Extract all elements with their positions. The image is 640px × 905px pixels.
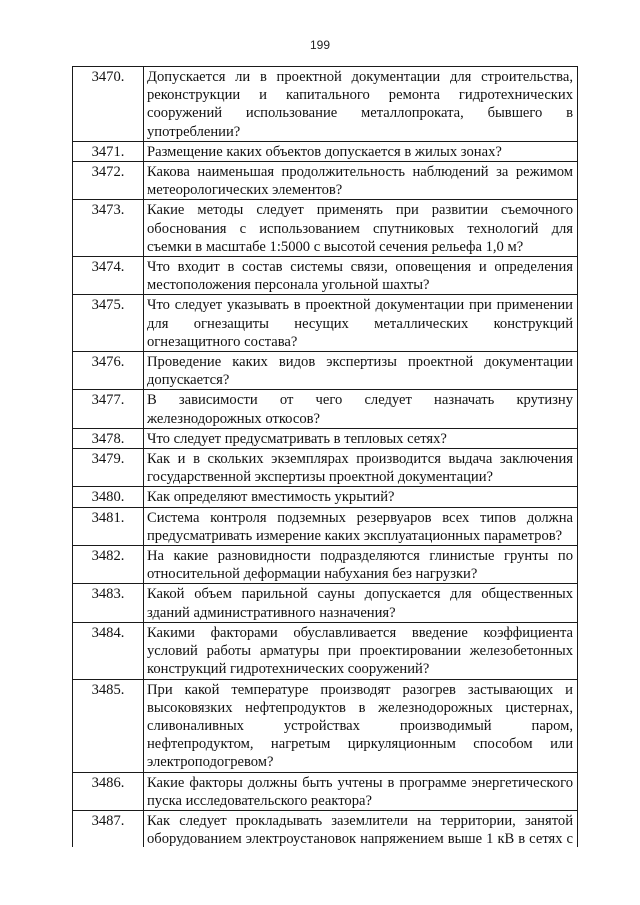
question-number: 3471. (73, 141, 144, 161)
table-row (73, 162, 578, 200)
question-number: 3473. (73, 200, 144, 257)
question-number: 3477. (73, 390, 144, 428)
table-row (73, 141, 578, 161)
question-text: При какой температуре производят разогрев застывающих и высоковязких нефтепродуктов в железнодорожных цистернах, сливоналивных устройствах производимый паром, нефтепродуктом, нагретым циркуляционным способом или электроподогревом? (144, 679, 578, 772)
question-number: 3485. (73, 679, 144, 772)
question-text: Что входит в состав системы связи, оповещения и определения местоположения персонала угольной шахты? (144, 257, 578, 295)
question-text: Система контроля подземных резервуаров всех типов должна предусматривать измерение каких эксплуатационных параметров? (144, 507, 578, 545)
question-number: 3484. (73, 622, 144, 679)
question-text: В зависимости от чего следует назначать крутизну железнодорожных откосов? (144, 390, 578, 428)
question-text: Как определяют вместимость укрытий? (144, 487, 578, 507)
table-row (73, 772, 578, 810)
table-row (73, 546, 578, 584)
question-text: Проведение каких видов экспертизы проектной документации допускается? (144, 352, 578, 390)
question-number: 3478. (73, 428, 144, 448)
question-number: 3480. (73, 487, 144, 507)
questions-table-body (73, 67, 578, 867)
table-row (73, 200, 578, 257)
question-number: 3472. (73, 162, 144, 200)
question-text: Как и в скольких экземплярах производится выдача заключения государственной экспертизы проектной документации? (144, 449, 578, 487)
question-text: Какие методы следует применять при развитии съемочного обоснования с использованием спутниковых технологий для съемки в масштабе 1:5000 с высотой сечения рельефа 1,0 м? (144, 200, 578, 257)
table-row (73, 295, 578, 352)
question-number: 3475. (73, 295, 144, 352)
question-number: 3487. (73, 810, 144, 866)
question-number: 3481. (73, 507, 144, 545)
page-number: 199 (309, 38, 331, 52)
question-text: Размещение каких объектов допускается в жилых зонах? (144, 141, 578, 161)
question-text: Как следует прокладывать заземлители на территории, занятой оборудованием электроустановок напряжением выше 1 кВ в сетях с (144, 810, 578, 866)
question-text: На какие разновидности подразделяются глинистые грунты по относительной деформации набухания без нагрузки? (144, 546, 578, 584)
question-number: 3474. (73, 257, 144, 295)
question-text: Допускается ли в проектной документации для строительства, реконструкции и капитального ремонта гидротехнических сооружений использование металлопроката, бывшего в употреблении? (144, 67, 578, 142)
table-row (73, 679, 578, 772)
page-bottom-margin (0, 847, 640, 905)
question-number: 3483. (73, 584, 144, 622)
table-row (73, 390, 578, 428)
question-number: 3479. (73, 449, 144, 487)
table-row (73, 352, 578, 390)
question-text: Какие факторы должны быть учтены в программе энергетического пуска исследовательского реактора? (144, 772, 578, 810)
question-text: Какова наименьшая продолжительность наблюдений за режимом метеорологических элементов? (144, 162, 578, 200)
questions-table (72, 66, 578, 867)
question-text: Какими факторами обуславливается введение коэффициента условий работы арматуры при проектировании железобетонных конструкций гидротехнических сооружений? (144, 622, 578, 679)
table-row (73, 487, 578, 507)
table-row (73, 449, 578, 487)
question-number: 3482. (73, 546, 144, 584)
table-row (73, 67, 578, 142)
question-text: Какой объем парильной сауны допускается для общественных зданий административного назначения? (144, 584, 578, 622)
question-number: 3486. (73, 772, 144, 810)
table-row (73, 428, 578, 448)
question-number: 3476. (73, 352, 144, 390)
table-row (73, 622, 578, 679)
question-text: Что следует указывать в проектной документации при применении для огнезащиты несущих металлических конструкций огнезащитного состава? (144, 295, 578, 352)
table-row (73, 584, 578, 622)
table-row (73, 257, 578, 295)
table-row (73, 507, 578, 545)
question-number: 3470. (73, 67, 144, 142)
question-text: Что следует предусматривать в тепловых сетях? (144, 428, 578, 448)
